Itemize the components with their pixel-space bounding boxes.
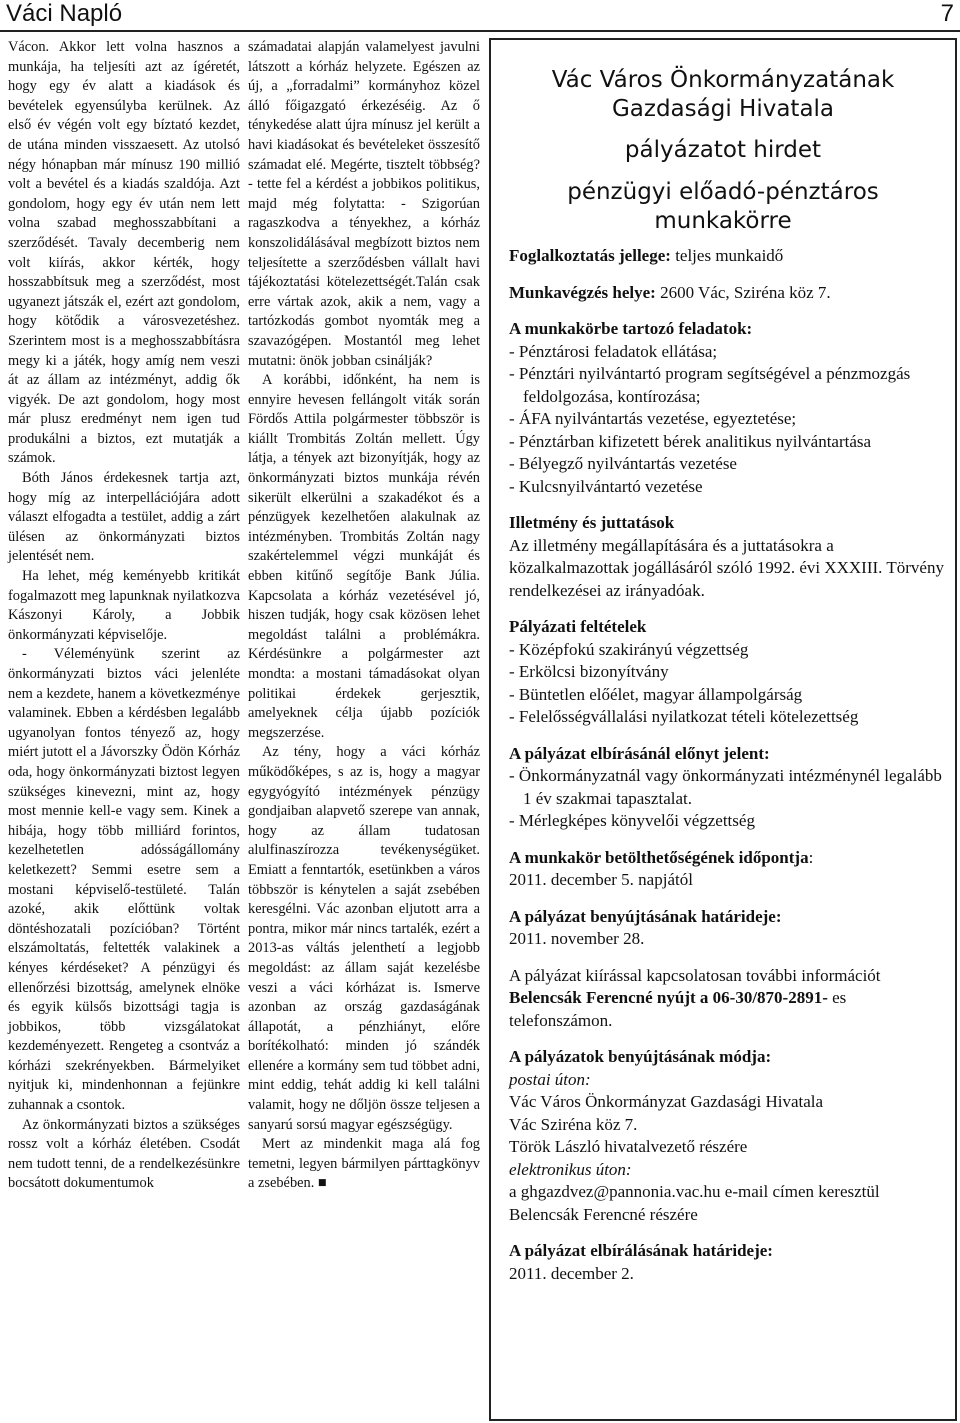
article-column-2 bbox=[248, 38, 480, 1194]
ad-position bbox=[491, 178, 955, 236]
decision-heading: A pályázat elbírálásának határideje: bbox=[509, 1241, 773, 1260]
list-item: - Pénztári nyilvántartó program segítségével a pénzmozgás feldolgozása, kontírozása; bbox=[509, 364, 911, 406]
list-item: - Mérlegképes könyvelői végzettség bbox=[509, 811, 755, 830]
page-header bbox=[0, 0, 960, 32]
list-item: - Erkölcsi bizonyítvány bbox=[509, 662, 669, 681]
start-date-heading: A munkakör betölthetőségének időpontja: bbox=[509, 847, 814, 867]
page-number: 7 bbox=[940, 0, 954, 27]
advantages-section bbox=[509, 743, 945, 833]
start-date-value: 2011. december 5. napjától bbox=[509, 870, 693, 889]
conditions-heading: Pályázati feltételek bbox=[509, 617, 647, 636]
deadline-heading: A pályázat benyújtásának határideje: bbox=[509, 906, 782, 926]
job-advertisement bbox=[489, 38, 957, 1421]
tasks-heading: A munkakörbe tartozó feladatok: bbox=[509, 319, 753, 338]
article-paragraph: Ha lehet, még keményebb kritikát fogalmazott meg lapunknak nyilatkozva Kászonyi Károly, a Jobbik önkormányzati képviselője. bbox=[8, 568, 240, 643]
decision-section bbox=[509, 1240, 945, 1285]
list-item: - Pénztárosi feladatok ellátása; bbox=[509, 341, 718, 361]
postal-address: Vác Sziréna köz 7. bbox=[509, 1114, 638, 1134]
tasks-section bbox=[509, 318, 945, 498]
salary-section bbox=[509, 512, 945, 602]
ad-announce: pályázatot hirdet bbox=[624, 137, 822, 163]
article-paragraph: Bóth János érdekesnek tartja azt, hogy míg az interpellációjára adott választ elfogadta a testület, addig a zárt ülésen az önkormányzati biztos jelentését nem. bbox=[8, 470, 240, 565]
list-item: - ÁFA nyilvántartás vezetése, egyeztetése; bbox=[509, 409, 797, 428]
list-item: - Kulcsnyilvántartó vezetése bbox=[509, 476, 703, 496]
ad-body bbox=[509, 245, 945, 1285]
employment-type: Foglalkoztatás jellege: teljes munkaidő bbox=[509, 246, 784, 265]
list-item: - Felelősségvállalási nyilatkozat tételi kötelezettség bbox=[509, 707, 859, 726]
ad-position-line: munkakörre bbox=[654, 208, 792, 234]
info-section: A pályázat kiírással kapcsolatosan további információt Belencsák Ferencné nyújt a 06-30/870-2891- es telefonszámon. bbox=[509, 965, 881, 1030]
article-paragraph: Vácon. Akkor lett volna hasznos a munkája, ha teljesíti azt az ígéretét, hogy egy év alatt a kiadások és bevételek egyensúlyba kerülnek. Az első év végén volt egy bíztató kezdet, de utána minden visszaesett. Az utolsó négy hónapban már mínusz 190 millió volt a bevétel és a kiadás szaldója. Azt gondolom, hogy egy év után nem lett volna szabad meghosszabbítani a szerződését. Tavaly decemberig nem volt kiírás, akkor kérték, hogy hosszabbítsuk meg a szerződést, most ugyanezt játszák el, ezért azt gondolom, hogy kötődik a városvezetéshez. Szerintem most is a meghosszabbításra megy ki a játék, hogy amíg nem veszi át az állam az intézményt, addig ők vigyék. De azt gondolom, hogy most már plusz eredményt nem igen tud produkálni a biztos, ezt mutatják a számok. bbox=[8, 39, 240, 467]
electronic-label: elektronikus úton: bbox=[509, 1159, 632, 1179]
contact-person: Belencsák Ferencné nyújt a 06-30/870-2891- bbox=[509, 988, 828, 1007]
deadline-section bbox=[509, 906, 945, 951]
article-column-1 bbox=[8, 38, 240, 1194]
article-paragraph: - Véleményünk szerint az önkormányzati biztos váci jelenléte nem a kezdete, hanem a következménye valaminek. Ebben a kérdésben legalább ugyanolyan fontos tényező az, hogy miért jutott el a Jávorszky Ödön Kórház oda, hogy önkormányzati biztost legyen szükséges kinevezni, mint az, hogy most mennie kell-e vagy sem. Kinek a hibája, hogy több milliárd forintos, kezelhetetlen adósságállomány keletkezett? Semmi esetre sem a mostani képviselő-testületé. Talán azoké, akik előttünk voltak döntéshozatali pozícióban? Történt elszámoltatás, feltették valakinek a kényes kérdéseket? A pénzügyi és ellenőrzési bizottság, amelynek elnöke és egyik külsős bizottsági tagja is jobbikos, több vizsgálatokat kezdeményezett. Rengeteg a csontváz a kórházi szekrényekben. Bármelyiket nyitjuk ki, mindenhonnan a fejünkre zuhannak a csontok. bbox=[8, 646, 240, 1114]
ad-title-line: Gazdasági Hivatala bbox=[611, 96, 835, 122]
article-paragraph: A korábbi, időnként, ha nem is ennyire hevesen fellángolt viták során Fördős Attila polgármester többször is kiállt Trombitás Zoltán mellett. Úgy látja, a tények azt bizonyítják, hogy az önkormányzati biztos munkája révén sikerült elkerülni a szakadékot és a pénzügyek kezelhetően alakulnak az intézményben. Trombitás Zoltán nagy szakértelemmel végzi munkáját és ebben kitűnő segítője Bank Júlia. Kapcsolata a kórház vezetésével jó, hiszen tudják, hogy csak közösen lehet megoldást találni a problémákra. Kérdésünkre a polgármester azt mondta: a mostani támadásokat olyan politikai érdekek gerjesztik, amelyeknek célja újabb pozíciók megszerzése. bbox=[248, 372, 480, 741]
ad-position-line: pénzügyi előadó-pénztáros bbox=[567, 179, 879, 205]
postal-address: Török László hivatalvezető részére bbox=[509, 1137, 748, 1156]
start-date-section bbox=[509, 847, 945, 892]
submission-heading: A pályázatok benyújtásának módja: bbox=[509, 1047, 772, 1066]
submission-section bbox=[509, 1046, 945, 1226]
list-item: - Büntetlen előélet, magyar állampolgárság bbox=[509, 684, 803, 704]
electronic-text: a ghgazdvez@pannonia.vac.hu e-mail címen keresztül Belencsák Ferencné részére bbox=[509, 1182, 880, 1224]
article-paragraph: számadatai alapján valamelyest javulni látszott a kórház helyzete. Egészen az új, a „forradalmi” kormányhoz közel álló főigazgató érkezéséig. Az ő ténykedése alatt újra mínusz jel került a havi kiadásokat és bevételeket összesítő számadat elé. Megérte, tisztelt többség? - tette fel a kérdést a jobbikos politikus, majd még folytatta: - Szigorúan ragaszkodva a tényekhez, a kórház konszolidálásával megbízott biztos nem teljesítette a szerződésben vállalt havi tájékoztatási kötelezettségét.Talán csak erre vártak azok, akik a nem, vagy a tartózkodás gombot nyomták meg a szavazógépen. Mostantól meg lehet mutatni: önök jobban csinálják? bbox=[248, 39, 480, 369]
ad-title bbox=[491, 66, 955, 124]
list-item: - Középfokú szakirányú végzettség bbox=[509, 639, 749, 659]
advantages-heading: A pályázat elbírásánál előnyt jelent: bbox=[509, 743, 770, 763]
list-item: - Bélyegző nyilvántartás vezetése bbox=[509, 454, 737, 473]
ad-title-line: Vác Város Önkormányzatának bbox=[551, 67, 895, 93]
deadline-value: 2011. november 28. bbox=[509, 929, 645, 948]
salary-heading: Illetmény és juttatások bbox=[509, 513, 675, 532]
list-item: - Pénztárban kifizetett bérek analitikus nyilvántartása bbox=[509, 431, 872, 451]
newspaper-title: Váci Napló bbox=[6, 0, 123, 27]
list-item: - Önkormányzatnál vagy önkormányzati intézménynél legalább 1 év szakmai tapasztalat. bbox=[509, 766, 942, 808]
conditions-section bbox=[509, 616, 945, 729]
decision-value: 2011. december 2. bbox=[509, 1263, 634, 1283]
article-paragraph: Az tény, hogy a váci kórház működőképes, s az is, hogy a magyar egygyógyító intézmények pénzügy gondjaiban alapvető szerepe van annak, hogy az állam tudatosan alulfinaszírozza tevékenységüket. Emiatt a fenntartók, esetünkben a város többször is kénytelen a saját zsebében keresgélni. Vác azonban eljutott arra a pontra, mikor már nincs tartalék, ezért a 2013-as váltás jelenthetí a legjobb megoldást: az állam saját kezelésbe veszi a váci kórházat is. Ismerve azonban az ország gazdaságának állapotát, a pénzhiányt, előre borítékolható: minden jó szándék ellenére a kormány sem tud többet adni, mint eddig, tehát addig ki kell találni valamit, hogy ne dőljön össze teljesen a sanyarú sorsú magyar egészségügy. bbox=[248, 744, 480, 1133]
postal-label: postai úton: bbox=[509, 1069, 591, 1089]
article-paragraph: Az önkormányzati biztos a szükséges rossz volt a kórház életében. Csodát nem tudott tenni, de a rendelkezésünkre bocsátott dokumentumok bbox=[8, 1116, 240, 1192]
salary-text: Az illetmény megállapítására és a juttatásokra a közalkalmazottak jogállásáról szóló 1992. évi XXXIII. Törvény rendelkezései az irányadóak. bbox=[509, 535, 944, 600]
article-paragraph: Mert az mindenkit maga alá fog temetni, legyen bármilyen párttagkönyv a zsebében. ■ bbox=[248, 1136, 480, 1192]
postal-address: Vác Város Önkormányzat Gazdasági Hivatala bbox=[509, 1092, 824, 1111]
work-place: Munkavégzés helye: 2600 Vác, Sziréna köz 7. bbox=[509, 282, 831, 302]
